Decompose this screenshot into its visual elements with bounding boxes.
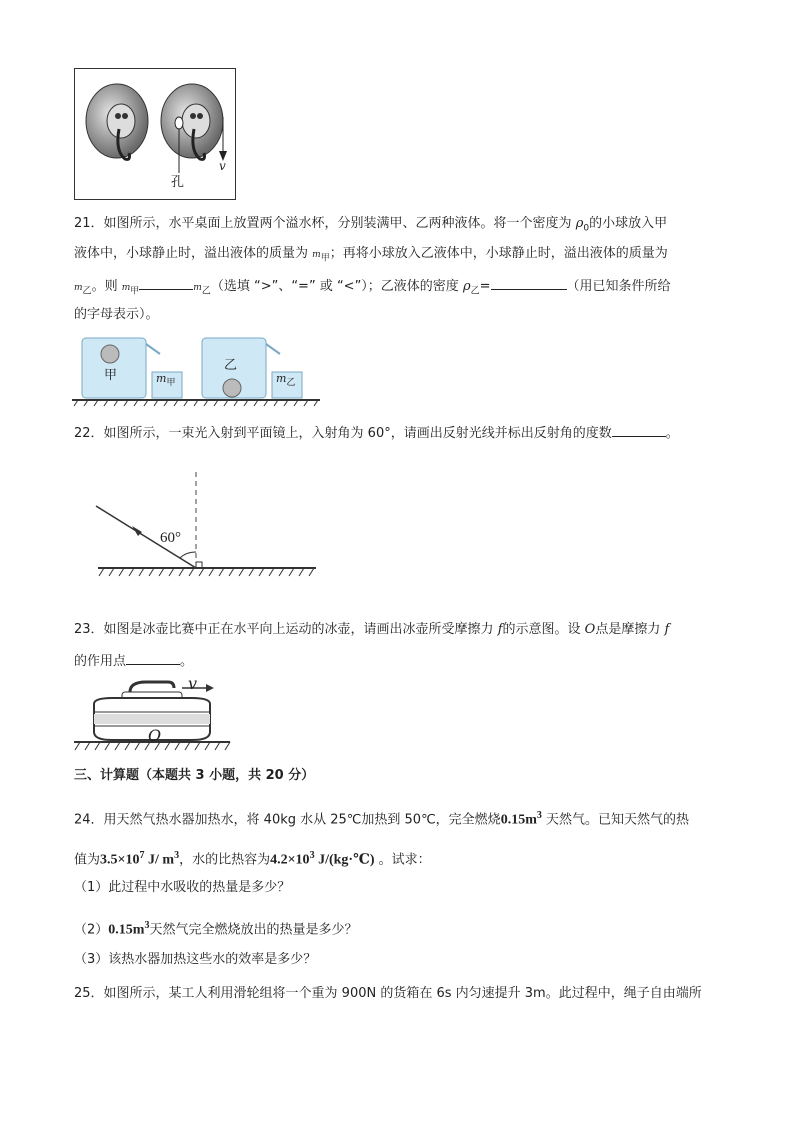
q20-figure — [74, 68, 236, 200]
answer-blank-friction[interactable] — [126, 650, 180, 665]
small-cup-jia-label: $m_甲$ — [156, 372, 176, 389]
q21-line2: 液体中，小球静止时，溢出液体的质量为 $m_甲$；再将小球放入乙液体中，小球静止时，溢出液体的质量为 — [74, 246, 668, 264]
velocity-label: v — [219, 159, 226, 173]
mirror-incident-ray-drawing — [90, 470, 320, 582]
section-3-heading: 三、计算题（本题共 3 小题，共 20 分） — [74, 768, 315, 783]
q23-line2: 的作用点 。 — [74, 650, 193, 672]
q21-line4: 的字母表示）。 — [74, 307, 159, 322]
q22-line: 22．如图所示，一束光入射到平面镜上，入射角为 60°，请画出反射光线并标出反射角的度数 。 — [74, 422, 679, 444]
point-O-label: O — [148, 726, 162, 745]
q21-line1: 21．如图所示，水平桌面上放置两个溢水杯，分别装满甲、乙两种液体。将一个密度为 $\rho_0$的小球放入甲 — [74, 216, 668, 234]
q25-line1: 25．如图所示，某工人利用滑轮组将一个重为 900N 的货箱在 6s 内匀速提升 3m。此过程中，绳子自由端所 — [74, 986, 702, 1001]
curling-stone-drawing — [72, 674, 232, 758]
q23-figure — [72, 674, 232, 758]
cup-yi-label: 乙 — [224, 358, 238, 373]
answer-blank-reflection[interactable] — [612, 422, 666, 437]
small-cup-yi-label: $m_乙$ — [276, 372, 296, 389]
hole-label: 孔 — [171, 175, 185, 190]
curling-velocity-label: v — [188, 674, 198, 693]
q24-sub1: （1）此过程中水吸收的热量是多少？ — [74, 880, 291, 895]
q21-figure — [72, 332, 320, 412]
q24-sub3: （3）该热水器加热这些水的效率是多少？ — [74, 952, 317, 967]
q24-line1: 24．用天然气热水器加热水，将 40kg 水从 25℃加热到 50℃，完全燃烧$0.15m^3$ 天然气。已知天然气的热 — [74, 810, 690, 828]
answer-blank-density[interactable] — [491, 275, 567, 290]
q22-figure — [90, 470, 320, 582]
cup-jia-label: 甲 — [104, 368, 118, 383]
q24-line2: 值为$3.5\times 10^7$ J/ $m^3$，水的比热容为$4.2\times 10^3$ J/(kg·℃) 。试求： — [74, 850, 431, 868]
answer-blank-compare[interactable] — [139, 275, 193, 290]
q23-line1: 23．如图是冰壶比赛中正在水平向上运动的冰壶，请画出冰壶所受摩擦力 f的示意图。设 O点是摩擦力 f — [74, 622, 670, 637]
incident-angle-label: 60° — [160, 530, 181, 546]
q21-line3: $m_乙$。则 $m_甲$ $m_乙$（选填 “>”、“=” 或 “<”）；乙液体的密度 $\rho_乙=$ （用已知条件所给 — [74, 275, 671, 302]
suction-hook-drawing — [75, 69, 235, 199]
q24-sub2: $(2)0.15m^3$天然气完全燃烧放出的热量是多少？ — [74, 920, 358, 938]
